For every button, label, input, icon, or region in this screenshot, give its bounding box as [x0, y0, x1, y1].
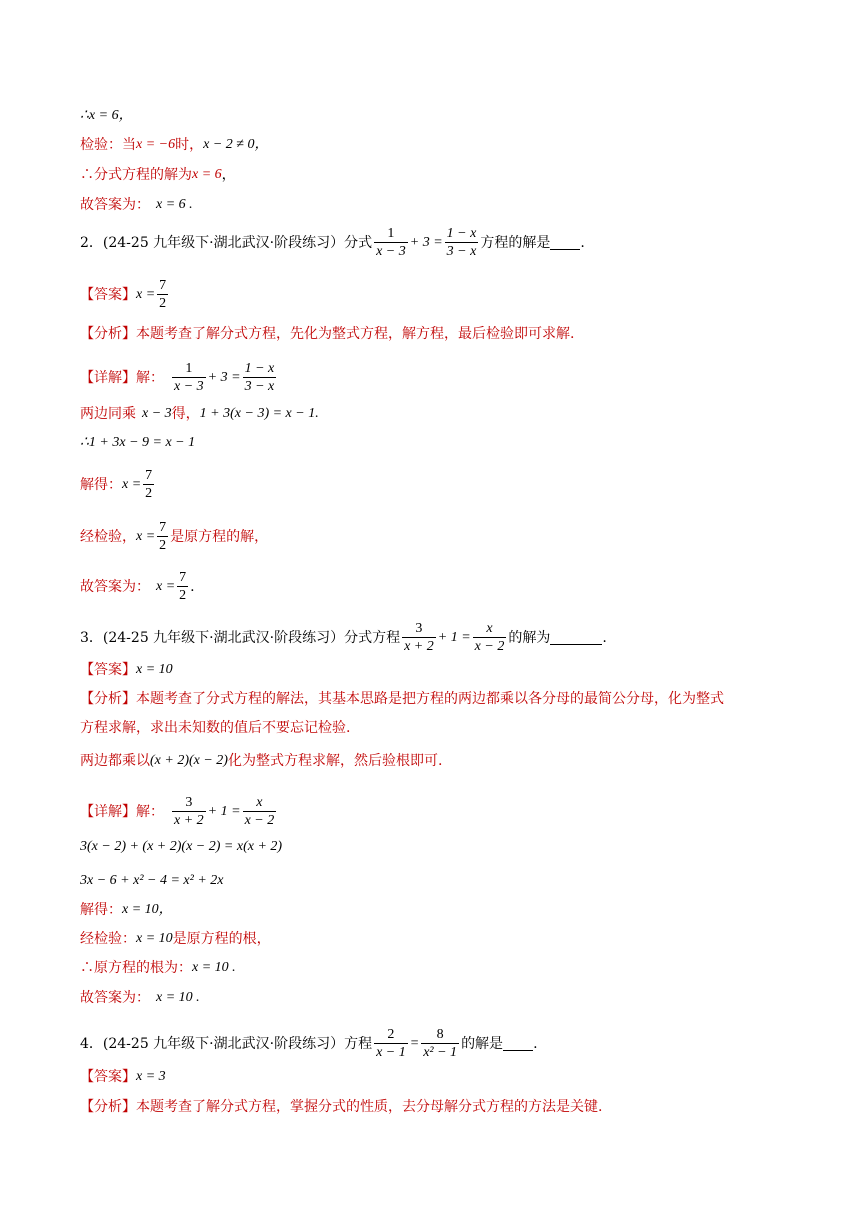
answer-blank — [550, 235, 580, 250]
q3-step-6: 故答案为： x = 10 . — [80, 990, 200, 1006]
q3-step-3: 解得： x = 10， — [80, 902, 173, 918]
q3-step-1: 3(x − 2) + (x + 2)(x − 2) = x(x + 2) — [80, 839, 283, 854]
step-x-equals-6: ∴x = 6， — [80, 108, 133, 123]
q3-step-5: ∴原方程的根为： x = 10 . — [80, 960, 236, 976]
fraction: $\frac{3}{x + 2}$ — [174, 795, 204, 828]
q2-analysis: 【分析】 本题考查了解分式方程，先化为整式方程，解方程，最后检验即可求解. — [80, 326, 575, 342]
question-3: 3．(24-25 九年级下·湖北武汉·阶段练习）分式方程 $\frac{3}{x + 2}$ + 1 = $\frac{x}{x - 2}$ 的解为 . — [80, 621, 607, 654]
q3-step-4: 经检验： x = 10 是原方程的根， — [80, 931, 271, 947]
fraction: $\frac{7}{2}$ — [159, 278, 167, 311]
question-4: 4．(24-25 九年级下·湖北武汉·阶段练习）方程 $\frac{2}{x - 1}$ = $\frac{8}{\text{x² − 1}}$ 的解是 . — [80, 1027, 538, 1060]
q2-detail: 【详解】 解： $\frac{1}{x - 3}$ + 3 = $\frac{1 - x}{3 - x}$ — [80, 361, 275, 394]
fraction: $\frac{1}{x - 3}$ — [174, 361, 204, 394]
fraction: $\frac{7}{2}$ — [145, 468, 153, 501]
question-2: 2．(24-25 九年级下·湖北武汉·阶段练习）分式 $\frac{1}{x - 3}$ + 3 = $\frac{1 - x}{3 - x}$ 方程的解是 . — [80, 226, 585, 259]
q2-step-5: 故答案为： x = $\frac{7}{2}$ . — [80, 570, 195, 603]
q3-analysis-3: 两边都乘以 (x + 2)(x − 2) 化为整式方程求解，然后验根即可. — [80, 753, 443, 769]
final-answer-line: 故答案为： x = 6 . — [80, 197, 193, 213]
q2-step-1: 两边同乘 x − 3 得， 1 + 3(x − 3) = x − 1. — [80, 406, 319, 422]
q2-step-3: 解得： x = $\frac{7}{2}$ — [80, 468, 153, 501]
fraction: $\frac{7}{2}$ — [159, 520, 167, 553]
fraction: $\frac{x}{x - 2}$ — [474, 621, 505, 654]
fraction: $\frac{8}{\text{x² − 1}}$ — [423, 1027, 458, 1060]
q3-detail: 【详解】 解： $\frac{3}{x + 2}$ + 1 = $\frac{x}{x - 2}$ — [80, 795, 275, 828]
q4-answer: 【答案】 x = 3 — [80, 1069, 166, 1085]
solution-line: ∴分式方程的解为 x = 6 ， — [80, 167, 236, 183]
q3-answer: 【答案】 x = 10 — [80, 662, 173, 678]
q3-step-2: 3x − 6 + x² − 4 = x² + 2x — [80, 873, 224, 888]
fraction: $\frac{2}{x - 1}$ — [376, 1027, 406, 1060]
answer-blank — [503, 1036, 533, 1051]
fraction: $\frac{3}{x + 2}$ — [404, 621, 434, 654]
q2-step-4: 经检验， x = $\frac{7}{2}$ 是原方程的解， — [80, 520, 269, 553]
q3-analysis-2: 方程求解，求出未知数的值后不要忘记检验. — [80, 720, 351, 736]
fraction: $\frac{x}{x - 2}$ — [244, 795, 275, 828]
q4-analysis: 【分析】 本题考查了解分式方程，掌握分式的性质，去分母解分式方程的方法是关键. — [80, 1099, 603, 1115]
q3-analysis-1: 【分析】 本题考查了分式方程的解法，其基本思路是把方程的两边都乘以各分母的最简公分母，化为整式 — [80, 691, 724, 707]
fraction: $\frac{7}{2}$ — [179, 570, 187, 603]
check-line: 检验：当 x = −6 时， x − 2 ≠ 0， — [80, 137, 269, 153]
q2-answer: 【答案】 x = $\frac{7}{2}$ — [80, 278, 167, 311]
q2-step-2: ∴1 + 3x − 9 = x − 1 — [80, 435, 196, 450]
fraction: $\frac{1 - x}{3 - x}$ — [446, 226, 477, 259]
answer-blank — [550, 630, 602, 645]
fraction: $\frac{1 - x}{3 - x}$ — [244, 361, 275, 394]
fraction: $\frac{1}{x - 3}$ — [376, 226, 406, 259]
